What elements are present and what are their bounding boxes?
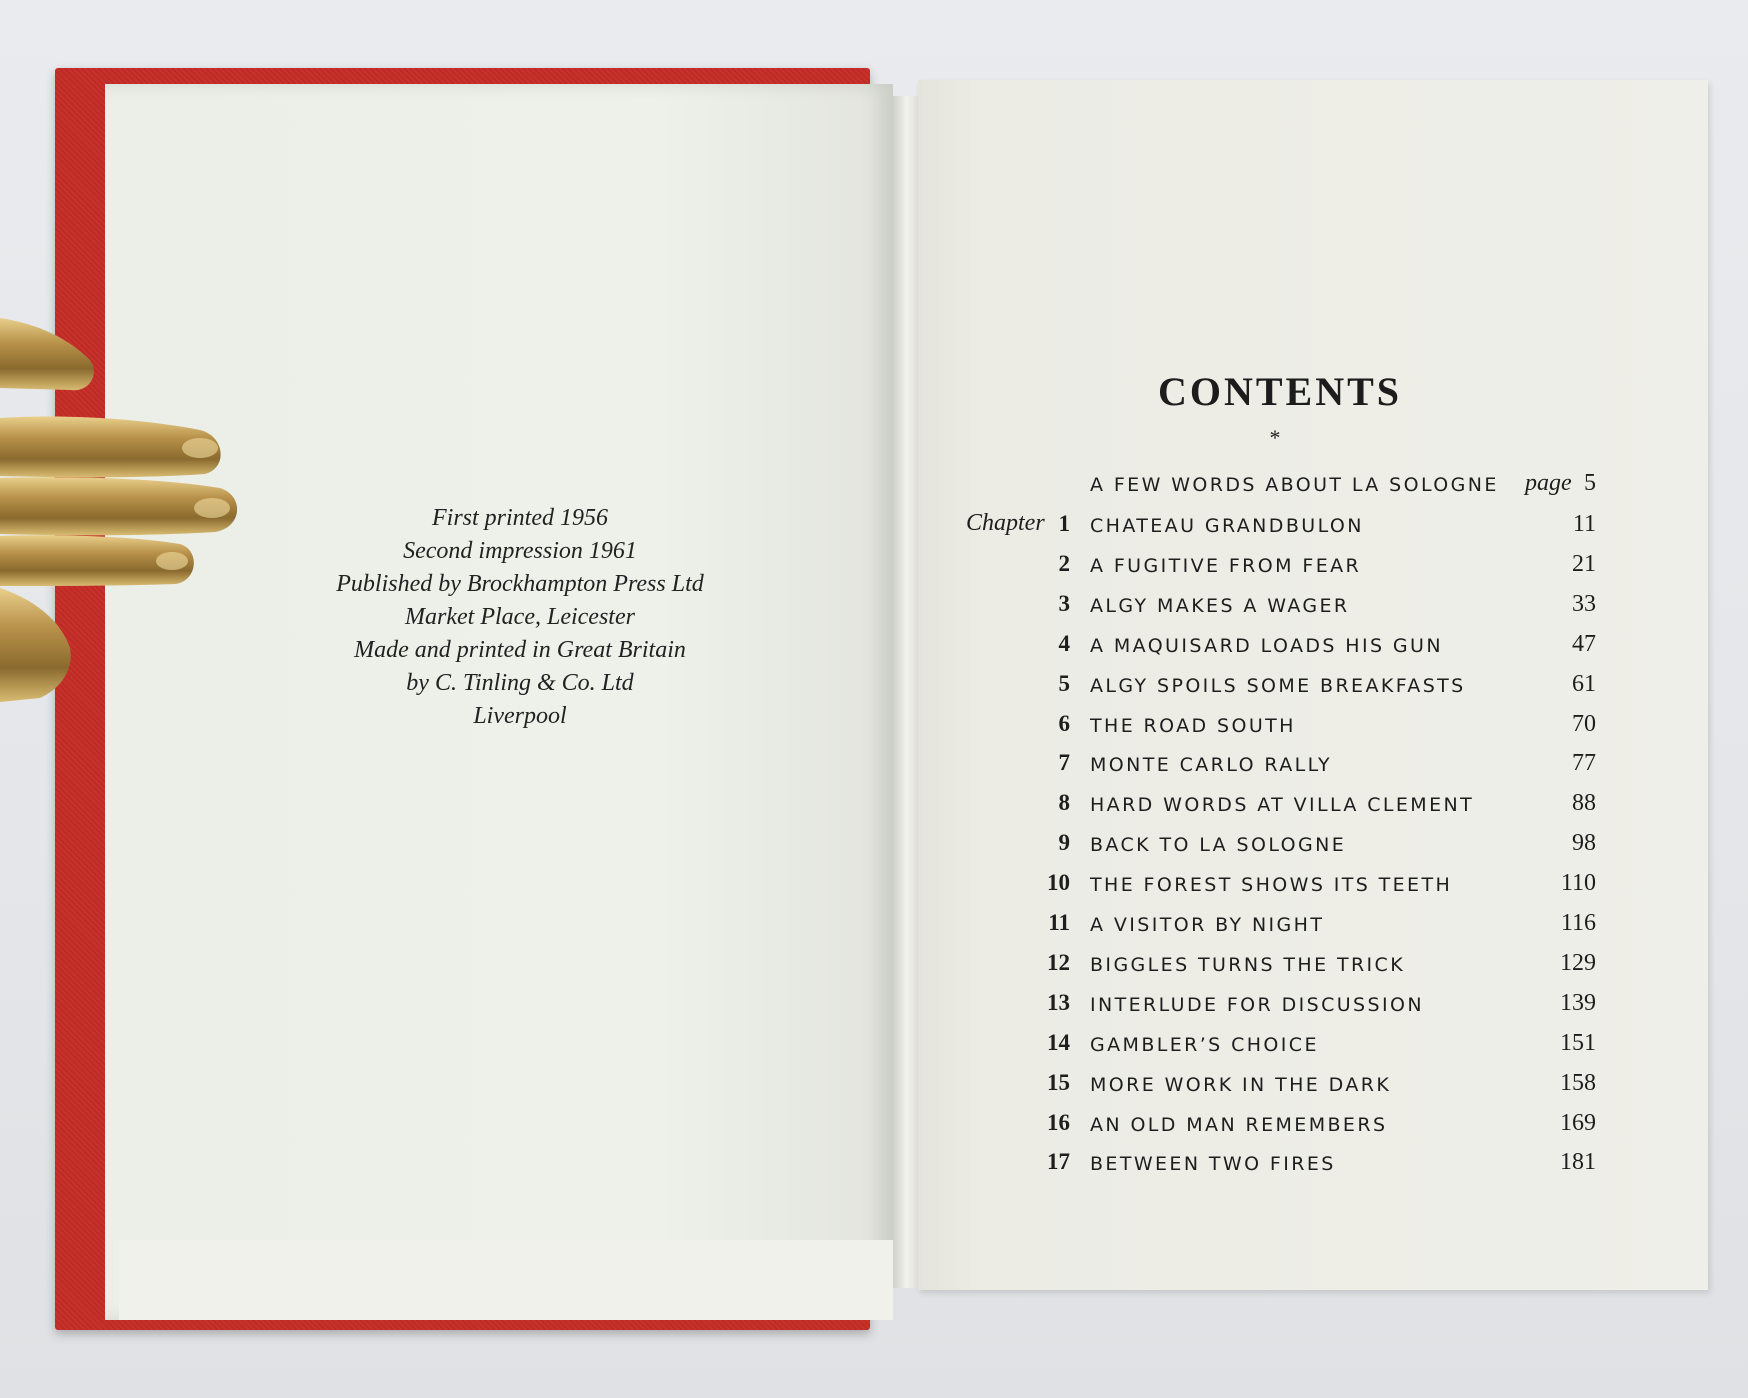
toc-chapter-number: 1 [1058,511,1070,536]
toc-chapter-title: ALGY SPOILS SOME BREAKFASTS [1090,675,1466,697]
imprint-line: First printed 1956 [431,505,608,531]
toc-chapter-page: 70 [1572,711,1596,737]
toc-chapter-number: 3 [1058,591,1070,616]
toc-chapter-page: 181 [1560,1149,1596,1175]
toc-chapter-number: 7 [1058,750,1070,775]
toc-chapter-page: 77 [1572,750,1596,776]
toc-chapter-title: INTERLUDE FOR DISCUSSION [1090,994,1424,1016]
toc-chapter-title: BACK TO LA SOLOGNE [1090,834,1347,856]
contents-heading: CONTENTS [1157,369,1403,414]
toc-chapter-page: 98 [1572,830,1596,856]
toc-chapter-title: ALGY MAKES A WAGER [1090,595,1350,617]
toc-chapter-number: 16 [1047,1110,1070,1135]
toc-chapter-page: 47 [1572,631,1596,657]
toc-chapter-number: 17 [1047,1149,1070,1174]
toc-chapter-title: CHATEAU GRANDBULON [1090,515,1364,537]
toc-chapter-number: 15 [1047,1070,1070,1095]
toc-chapter-page: 139 [1560,990,1596,1016]
toc-chapter-title: A FUGITIVE FROM FEAR [1090,555,1362,577]
toc-chapter-number: 10 [1047,870,1070,895]
toc-chapter-number: 9 [1058,830,1070,855]
toc-chapter-number: 2 [1058,551,1070,576]
toc-chapter-number: 13 [1047,990,1070,1015]
toc-chapter-title: THE FOREST SHOWS ITS TEETH [1090,874,1453,896]
toc-chapter-page: 61 [1572,671,1596,697]
toc-chapter-title: AN OLD MAN REMEMBERS [1090,1114,1388,1136]
toc-chapter-number: 11 [1048,910,1070,935]
chapter-label: Chapter [966,510,1045,536]
toc-chapter-title: A VISITOR BY NIGHT [1090,914,1325,936]
imprint-line: Published by Brockhampton Press Ltd [336,571,704,597]
toc-chapter-number: 14 [1047,1030,1070,1055]
toc-intro-page: 5 [1584,470,1596,496]
toc-chapter-title: BETWEEN TWO FIRES [1090,1153,1336,1175]
toc-chapter-number: 6 [1058,711,1070,736]
toc-chapter-page: 116 [1560,910,1596,936]
page-edge-strip [119,1240,893,1320]
toc-chapter-page: 129 [1560,950,1596,976]
star-ornament: * [1269,425,1281,450]
toc-chapter-page: 158 [1560,1070,1596,1096]
page-label: page [1525,470,1572,496]
toc-intro-title: A FEW WORDS ABOUT LA SOLOGNE [1090,474,1499,496]
toc-chapter-number: 5 [1058,671,1070,696]
imprint-line: Liverpool [473,703,567,729]
toc-chapter-page: 21 [1572,551,1596,577]
toc-chapter-number: 12 [1047,950,1070,975]
toc-chapter-title: HARD WORDS AT VILLA CLEMENT [1090,794,1475,816]
toc-chapter-page: 33 [1572,591,1596,617]
brass-hand-bookholder [0,318,240,720]
toc-chapter-page: 88 [1572,790,1596,816]
toc-chapter-title: MONTE CARLO RALLY [1090,754,1333,776]
toc-chapter-title: MORE WORK IN THE DARK [1090,1074,1392,1096]
toc-chapter-page: 169 [1560,1110,1596,1136]
imprint-line: Made and printed in Great Britain [354,637,686,663]
toc-chapter-page: 151 [1560,1030,1596,1056]
toc-chapter-title: GAMBLER’S CHOICE [1090,1034,1319,1056]
imprint-line: Second impression 1961 [403,538,637,564]
toc-chapter-title: THE ROAD SOUTH [1090,715,1296,737]
imprint-block [300,502,740,733]
toc-chapter-number: 8 [1058,790,1070,815]
toc-chapter-page: 11 [1572,511,1596,537]
toc-chapter-title: A MAQUISARD LOADS HIS GUN [1090,635,1443,657]
toc-chapter-title: BIGGLES TURNS THE TRICK [1090,954,1406,976]
imprint-line: Market Place, Leicester [405,604,635,630]
toc-chapter-page: 110 [1560,870,1596,896]
toc-chapter-number: 4 [1058,631,1070,656]
imprint-line: by C. Tinling & Co. Ltd [406,670,634,696]
